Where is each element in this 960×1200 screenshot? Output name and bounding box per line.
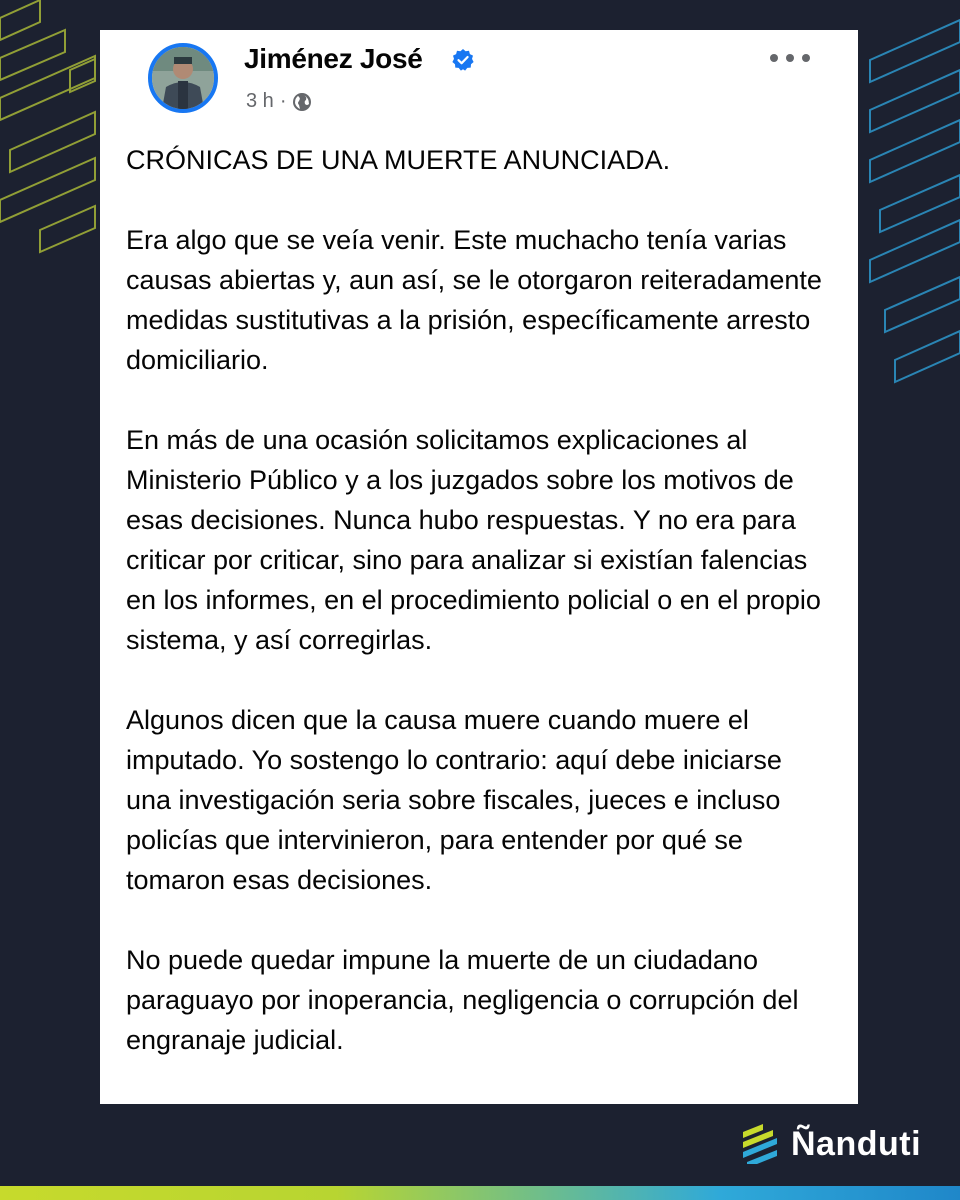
post-header xyxy=(126,30,832,140)
brand-gradient-bar xyxy=(0,1186,960,1200)
brand-watermark xyxy=(743,1124,921,1164)
post-paragraph: CRÓNICAS DE UNA MUERTE ANUNCIADA. xyxy=(126,145,671,175)
author-avatar[interactable] xyxy=(148,43,218,113)
post-paragraph: No puede quedar impune la muerte de un ciudadano paraguayo por inoperancia, negligencia o corrupción del engranaje judicial. xyxy=(126,945,799,1055)
post-time[interactable]: 3 h xyxy=(246,90,274,112)
author-name[interactable]: Jiménez José xyxy=(244,43,423,74)
globe-icon xyxy=(292,92,312,112)
post-paragraph: En más de una ocasión solicitamos explicaciones al Ministerio Público y a los juzgados sobre los motivos de esas decisiones. Nunca hubo respuestas. Y no era para criticar por criticar, sino para analizar si existían falencias en los informes, en el procedimiento policial o en el propio sistema, y así corregirlas. xyxy=(126,425,821,655)
nanduti-logo-icon xyxy=(743,1124,777,1164)
meta-separator: · xyxy=(279,90,287,112)
post-paragraph: Algunos dicen que la causa muere cuando muere el imputado. Yo sostengo lo contrario: aquí debe iniciarse una investigación seria sobre fiscales, jueces e incluso policías que intervinieron, para entender por qué se tomaron esas decisiones. xyxy=(126,705,782,895)
post-meta xyxy=(246,90,312,113)
post-body xyxy=(126,140,832,1060)
brand-name: Ñanduti xyxy=(791,1124,922,1163)
more-options-icon[interactable] xyxy=(770,50,810,66)
avatar-photo-icon xyxy=(152,47,214,109)
post-paragraph: Era algo que se veía venir. Este muchacho tenía varias causas abiertas y, aun así, se le otorgaron reiteradamente medidas sustitutivas a la prisión, específicamente arresto domiciliario. xyxy=(126,225,822,375)
verified-badge-icon xyxy=(451,48,475,72)
facebook-post-card xyxy=(100,30,858,1104)
